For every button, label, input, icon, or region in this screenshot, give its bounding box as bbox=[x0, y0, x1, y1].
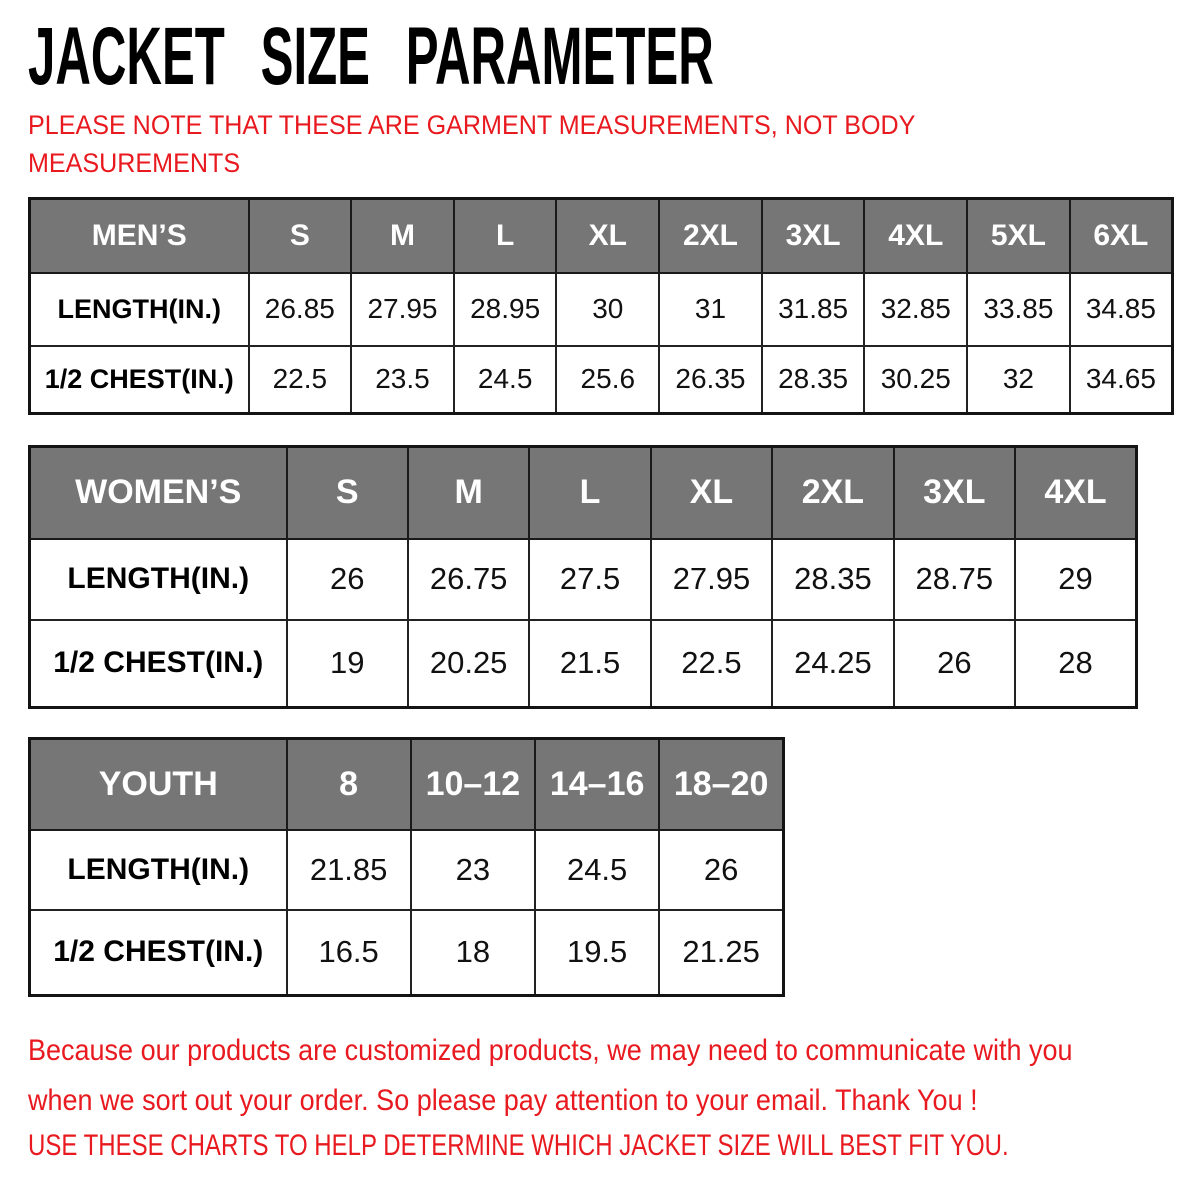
value-cell: 26 bbox=[659, 830, 783, 910]
value-cell: 26.85 bbox=[249, 273, 352, 346]
page-title: JACKET SIZE PARAMETER bbox=[28, 11, 714, 102]
size-header-cell: 8 bbox=[287, 739, 411, 830]
value-cell: 24.25 bbox=[772, 620, 893, 708]
measurement-row bbox=[30, 539, 1137, 620]
value-cell: 34.85 bbox=[1070, 273, 1173, 346]
value-cell: 31.85 bbox=[762, 273, 865, 346]
size-header-cell: L bbox=[529, 447, 650, 539]
value-cell: 26 bbox=[287, 539, 408, 620]
value-cell: 28.35 bbox=[772, 539, 893, 620]
size-header-row bbox=[30, 199, 1173, 273]
value-cell: 16.5 bbox=[287, 910, 411, 996]
value-cell: 26.35 bbox=[659, 346, 762, 414]
value-cell: 28.95 bbox=[454, 273, 557, 346]
size-header-cell: 2XL bbox=[659, 199, 762, 273]
size-header-cell: 14–16 bbox=[535, 739, 659, 830]
mens-size-table bbox=[28, 197, 1174, 415]
row-label-cell: 1/2 CHEST(IN.) bbox=[30, 910, 287, 996]
value-cell: 29 bbox=[1015, 539, 1136, 620]
table-title-cell: MEN’S bbox=[30, 199, 249, 273]
size-header-cell: 4XL bbox=[864, 199, 967, 273]
size-header-cell: S bbox=[287, 447, 408, 539]
size-header-cell: 6XL bbox=[1070, 199, 1173, 273]
value-cell: 23.5 bbox=[351, 346, 454, 414]
value-cell: 27.95 bbox=[651, 539, 772, 620]
size-header-cell: 4XL bbox=[1015, 447, 1136, 539]
notice-line-1: Because our products are customized products, we may need to communicate with you bbox=[28, 1034, 1073, 1067]
size-header-cell: XL bbox=[651, 447, 772, 539]
row-label-cell: 1/2 CHEST(IN.) bbox=[30, 346, 249, 414]
value-cell: 19.5 bbox=[535, 910, 659, 996]
value-cell: 30.25 bbox=[864, 346, 967, 414]
value-cell: 27.5 bbox=[529, 539, 650, 620]
value-cell: 28.75 bbox=[894, 539, 1015, 620]
value-cell: 20.25 bbox=[408, 620, 529, 708]
value-cell: 28 bbox=[1015, 620, 1136, 708]
row-label-cell: LENGTH(IN.) bbox=[30, 830, 287, 910]
value-cell: 30 bbox=[556, 273, 659, 346]
value-cell: 31 bbox=[659, 273, 762, 346]
size-header-cell: 2XL bbox=[772, 447, 893, 539]
note-line-2: MEASUREMENTS bbox=[28, 148, 241, 178]
value-cell: 26.75 bbox=[408, 539, 529, 620]
size-header-cell: XL bbox=[556, 199, 659, 273]
table-title-cell: YOUTH bbox=[30, 739, 287, 830]
value-cell: 21.85 bbox=[287, 830, 411, 910]
size-header-row bbox=[30, 739, 784, 830]
measurement-row bbox=[30, 830, 784, 910]
measurement-row bbox=[30, 620, 1137, 708]
size-header-cell: M bbox=[351, 199, 454, 273]
size-header-cell: L bbox=[454, 199, 557, 273]
size-header-cell: M bbox=[408, 447, 529, 539]
value-cell: 21.5 bbox=[529, 620, 650, 708]
measurement-row bbox=[30, 346, 1173, 414]
value-cell: 25.6 bbox=[556, 346, 659, 414]
size-header-cell: 3XL bbox=[894, 447, 1015, 539]
table-title-cell: WOMEN’S bbox=[30, 447, 287, 539]
value-cell: 27.95 bbox=[351, 273, 454, 346]
value-cell: 21.25 bbox=[659, 910, 783, 996]
value-cell: 32 bbox=[967, 346, 1070, 414]
size-header-cell: 5XL bbox=[967, 199, 1070, 273]
measurement-row bbox=[30, 273, 1173, 346]
size-header-cell: 18–20 bbox=[659, 739, 783, 830]
value-cell: 34.65 bbox=[1070, 346, 1173, 414]
row-label-cell: LENGTH(IN.) bbox=[30, 539, 287, 620]
value-cell: 26 bbox=[894, 620, 1015, 708]
value-cell: 19 bbox=[287, 620, 408, 708]
size-header-cell: 10–12 bbox=[411, 739, 535, 830]
value-cell: 28.35 bbox=[762, 346, 865, 414]
row-label-cell: LENGTH(IN.) bbox=[30, 273, 249, 346]
size-header-row bbox=[30, 447, 1137, 539]
value-cell: 24.5 bbox=[454, 346, 557, 414]
womens-size-table bbox=[28, 445, 1138, 709]
size-header-cell: 3XL bbox=[762, 199, 865, 273]
garment-measurement-note bbox=[28, 106, 982, 182]
value-cell: 24.5 bbox=[535, 830, 659, 910]
youth-size-table bbox=[28, 737, 785, 997]
note-line-1: PLEASE NOTE THAT THESE ARE GARMENT MEASUREMENTS, NOT BODY bbox=[28, 110, 916, 140]
row-label-cell: 1/2 CHEST(IN.) bbox=[30, 620, 287, 708]
value-cell: 22.5 bbox=[249, 346, 352, 414]
measurement-row bbox=[30, 910, 784, 996]
size-header-cell: S bbox=[249, 199, 352, 273]
value-cell: 18 bbox=[411, 910, 535, 996]
size-chart-tagline: USE THESE CHARTS TO HELP DETERMINE WHICH JACKET SIZE WILL BEST FIT YOU. bbox=[28, 1129, 1009, 1162]
customization-notice bbox=[28, 1026, 1189, 1126]
notice-line-2: when we sort out your order. So please pay attention to your email. Thank You ! bbox=[28, 1084, 978, 1117]
value-cell: 23 bbox=[411, 830, 535, 910]
value-cell: 33.85 bbox=[967, 273, 1070, 346]
value-cell: 22.5 bbox=[651, 620, 772, 708]
value-cell: 32.85 bbox=[864, 273, 967, 346]
